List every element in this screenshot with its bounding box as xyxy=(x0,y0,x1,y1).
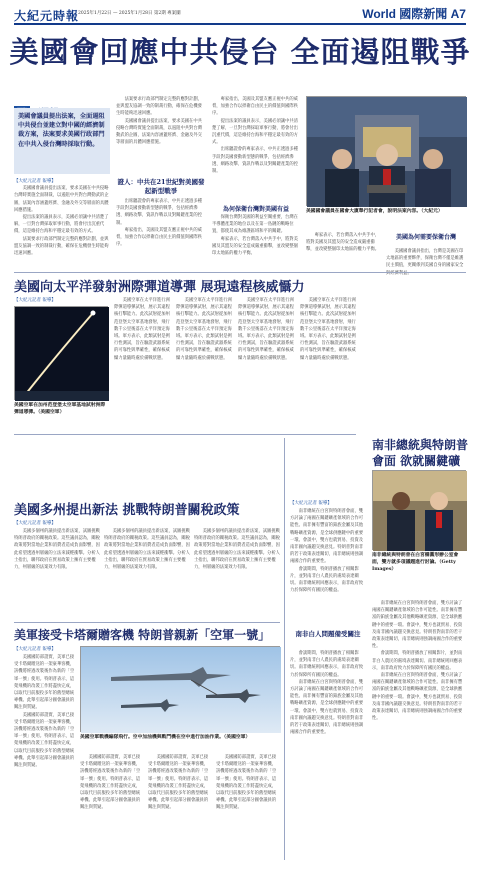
paragraph: 美國多個州的議員提出新法案，試圖挑戰特朗普政府的關稅政策。這些議員認為，關稅政策將對當地企業和消費者造成負面影響，因此希望透過州層級的立法來減輕衝擊。分析人士指出，聯邦政府在貿易政策上擁有主要權力，州層級的法案效力有限。 xyxy=(194,529,280,571)
byline: 【大紀元記者 報導】 xyxy=(14,521,56,526)
paragraph: 美國空軍在太平洋進行洲際彈道導彈試射，展示其遠程核打擊能力。此次試射從加州范登堡太空軍基地發射，飛行數千公里後落在太平洋預定海域。軍方表示，此類試射是例行性測試，旨在驗證武器系統的可靠性與準確性，確保核威懾力量隨時處於備戰狀態。 xyxy=(114,298,170,361)
paragraph: 美國空軍在太平洋進行洲際彈道導彈試射，展示其遠程核打擊能力。此次試射從加州范登堡太空軍基地發射，飛行數千公里後落在太平洋預定海域。軍方表示，此類試射是例行性測試，旨在驗證武器系統的可靠性與準確性，確保核威懾力量隨時處於備戰狀態。 xyxy=(300,298,356,361)
rocket-col1 xyxy=(114,297,170,431)
paragraph: 會談期間，特朗普播放了相關影片，並對南非白人農民的處境表達關切。南非總統則回應表示，南非政府致力於保障所有國民的權益。 xyxy=(372,651,463,671)
congress-photo xyxy=(306,96,466,206)
jet-col4 xyxy=(216,754,280,858)
divider xyxy=(14,434,356,435)
byline: 【大紀元記者 報導】 xyxy=(14,179,56,184)
aircraft-illustration xyxy=(81,647,281,733)
meeting-illustration xyxy=(373,471,467,551)
photo-caption: 南非總統與特朗普在白宮橢圓形辦公室會面，雙方就多項議題進行討論。（Getty Images） xyxy=(372,552,459,572)
paragraph: 南非總統在白宮與特朗普會面，雙方討論了兩國在關鍵礦產領域的合作可能性。南非擁有豐富的鉑族金屬及其他戰略礦產資源，是全球供應鏈中的重要一環。會談中，雙方也就貿易、投資及南非國內議題交換意見。特朗普對南非的若干政策表達關切，南非總統則強調兩國合作的重要性。 xyxy=(290,509,364,565)
paragraph: 美國國會議員提出法案，要求美國在中共侵略台灣時實施全面制裁，以遏阻中共對台灣動武的企圖，法案內容涵蓋經濟、金融及外交等層面的具體回應措施。 xyxy=(116,118,202,146)
paragraph: 出席聽證會的專家表示，中共正透過多種手段對美國發動新型態的戰爭，包括經濟滲透、網路攻擊、資訊作戰以及對關鍵產業的控制。 xyxy=(116,199,202,226)
paragraph: 保衛台灣對美國的利益至關重要，台灣在半導體產業的地位以及在第一島鏈的戰略位置，都使其成為維護區域和平的關鍵。 xyxy=(212,215,298,235)
paragraph: 專家指出，美國及其盟友應正視中共的威脅，加強合作以捍衛自由民主的價值與國際秩序。 xyxy=(116,227,202,248)
launch-illustration xyxy=(15,307,109,401)
side-subhead: 美國為何需要保衛台灣 xyxy=(395,234,456,241)
top-story-col1 xyxy=(14,178,110,268)
top-story-col2 xyxy=(116,96,206,174)
subhead: 為何保衛台灣對美國有益 xyxy=(222,206,289,213)
jet-col1 xyxy=(14,654,76,858)
top-story-col2b xyxy=(116,198,206,268)
lead-summary: 美國會議員提出法案，全面遏阻中共侵台並建立對中國的經濟制裁方案，法案要求美國行政部門在中共入侵台灣時採取行動。 xyxy=(14,108,110,174)
tariff-col3 xyxy=(194,528,280,618)
paragraph: 南非總統在白宮與特朗普會面，雙方討論了兩國在關鍵礦產領域的合作可能性。南非擁有豐富的鉑族金屬及其他戰略礦產資源，是全球供應鏈中的重要一環。會談中，雙方也就貿易、投資及南非國內議題交換意見。特朗普對南非的若干政策表達關切，南非總統則強調兩國合作的重要性。 xyxy=(372,673,463,722)
paragraph: 專家指出，美國及其盟友應正視中共的威脅，加強合作以捍衛自由民主的價值與國際秩序。 xyxy=(212,97,298,117)
paragraph: 會談期間，特朗普播放了相關影片，並對南非白人農民的處境表達關切。南非總統則回應表示，南非政府致力於保障所有國民的權益。 xyxy=(290,651,364,678)
paragraph: 美國多個州的議員提出新法案，試圖挑戰特朗普政府的關稅政策。這些議員認為，關稅政策將對當地企業和消費者造成負面影響，因此希望透過州層級的立法來減輕衝擊。分析人士指出，聯邦政府在貿易政策上擁有主要權力，州層級的法案效力有限。 xyxy=(14,529,100,571)
aircraft-photo xyxy=(80,646,280,732)
paragraph: 美國國防部證實，美軍已接受卡塔爾贈送的一架豪華客機，該機將經過改裝後作為新的「空軍一號」使用。特朗普表示，這架飛機的改裝工作將盡快完成，以取代目前服役多年的舊型總統專機。此舉引起部分國會議員的關注與質疑。 xyxy=(14,655,75,711)
issue-date: 2025年1月22日 — 2025年1月28日 第2期 專案團 xyxy=(78,11,181,16)
paragraph: 美國國防部證實，美軍已接受卡塔爾贈送的一架豪華客機，該機將經過改裝後作為新的「空軍一號」使用。特朗普表示，這架飛機的改裝工作將盡快完成，以取代目前服役多年的舊型總統專機。此舉引起部分國會議員的關注與質疑。 xyxy=(14,712,75,769)
paragraph: 提出法案的議員表示，美國必須讓中共清楚了解，一旦對台灣採取軍事行動，將會付出沉重代價，這是維持台海和平穩定最有效的方式。 xyxy=(212,118,298,146)
top-story-col4 xyxy=(306,232,382,268)
column-divider xyxy=(284,438,285,860)
missile-launch-photo xyxy=(14,306,108,400)
divider xyxy=(14,622,280,623)
tariff-col2 xyxy=(104,528,190,618)
jet-col2 xyxy=(80,754,144,858)
jet-col3 xyxy=(148,754,212,858)
paragraph: 美國多個州的議員提出新法案，試圖挑戰特朗普政府的關稅政策。這些議員認為，關稅政策將對當地企業和消費者造成負面影響，因此希望透過州層級的立法來減輕衝擊。分析人士指出，聯邦政府在貿易政策上擁有主要權力，州層級的法案效力有限。 xyxy=(104,529,190,571)
paragraph: 美國空軍在太平洋進行洲際彈道導彈試射，展示其遠程核打擊能力。此次試射從加州范登堡太空軍基地發射，飛行數千公里後落在太平洋預定海域。軍方表示，此類試射是例行性測試，旨在驗證武器系統的可靠性與準確性，確保核威懾力量隨時處於備戰狀態。 xyxy=(176,298,232,361)
tariff-headline: 美國多州提出新法 挑戰特朗普關稅政策 xyxy=(14,503,240,518)
top-story-col3 xyxy=(212,96,300,204)
jet-headline: 美軍接受卡塔爾贈客機 特朗普親新「空軍一號」 xyxy=(14,628,271,642)
paragraph: 美國國防部證實，美軍已接受卡塔爾贈送的一架豪華客機，該機將經過改裝後作為新的「空軍一號」使用。特朗普表示，這架飛機的改裝工作將盡快完成，以取代目前服役多年的舊型總統專機。此舉引起部分國會議員的關注與質疑。 xyxy=(216,755,277,811)
rocket-col4 xyxy=(300,297,356,431)
rocket-col2 xyxy=(176,297,232,431)
paragraph: 會談期間，特朗普播放了相關影片，並對南非白人農民的處境表達關切。南非總統則回應表示，南非政府致力於保障所有國民的權益。 xyxy=(290,566,364,594)
paragraph: 專家表示，若台灣落入中共手中，將對美國及其盟友的安全造成嚴重衝擊，並改變整個印太地區的權力平衡。 xyxy=(212,236,298,257)
top-headline: 美國會回應中共侵台 全面遏阻戰爭 xyxy=(9,35,471,69)
subhead: 南非白人問題備受關注 xyxy=(295,630,361,638)
divider xyxy=(14,272,466,273)
sa-headline: 南非總統與特朗普會面 欲就關鍵礦 xyxy=(372,438,469,468)
byline: 【大紀元記者 報導】 xyxy=(290,501,332,506)
byline: 【大紀元記者 報導】 xyxy=(14,647,56,652)
paragraph: 美國國防部證實，美軍已接受卡塔爾贈送的一架豪華客機，該機將經過改裝後作為新的「空軍一號」使用。特朗普表示，這架飛機的改裝工作將盡快完成，以取代目前服役多年的舊型總統專機。此舉引起部分國會議員的關注與質疑。 xyxy=(148,755,209,811)
section-title: World 國際新聞 A7 xyxy=(362,7,466,21)
paragraph: 專家表示，若台灣落入中共手中，將對美國及其盟友的安全造成嚴重衝擊，並改變整個印太地區的權力平衡。 xyxy=(306,233,380,253)
paragraph: 南非總統在白宮與特朗普會面，雙方討論了兩國在關鍵礦產領域的合作可能性。南非擁有豐富的鉑族金屬及其他戰略礦產資源，是全球供應鏈中的重要一環。會談中，雙方也就貿易、投資及南非國內議題交換意見。特朗普對南非的若干政策表達關切，南非總統則強調兩國合作的重要性。 xyxy=(372,601,463,650)
paragraph: 出席聽證會的專家表示，中共正透過多種手段對美國發動新型態的戰爭，包括經濟滲透、網路攻擊、資訊作戰以及對關鍵產業的控制。 xyxy=(212,147,298,175)
sa-col-right xyxy=(372,600,466,858)
rocket-col3 xyxy=(238,297,294,431)
rocket-headline: 美國向太平洋發射洲際彈道導彈 展現遠程核威懾力 xyxy=(14,280,305,295)
tariff-col1 xyxy=(14,528,100,618)
paragraph: 南非總統在白宮與特朗普會面，雙方討論了兩國在關鍵礦產領域的合作可能性。南非擁有豐富的鉑族金屬及其他戰略礦產資源，是全球供應鏈中的重要一環。會談中，雙方也就貿易、投資及南非國內議題交換意見。特朗普對南非的若干政策表達關切，南非總統則強調兩國合作的重要性。 xyxy=(290,679,364,736)
sa-col2 xyxy=(290,650,366,858)
paragraph: 提出法案的議員表示，美國必須讓中共清楚了解，一旦對台灣採取軍事行動，將會付出沉重代價，這是維持台海和平穩定最有效的方式。 xyxy=(14,215,109,235)
newspaper-logo: 大紀元時報 xyxy=(14,9,80,23)
photo-illustration xyxy=(307,97,467,207)
meeting-photo xyxy=(372,470,466,550)
paragraph: 美國國會議員提出法案，要求美國在中共侵略台灣時實施全面制裁，以遏阻中共對台灣動武的企圖，法案內容涵蓋經濟、金融及外交等層面的具體回應措施。 xyxy=(14,186,109,213)
masthead-rule xyxy=(14,23,466,25)
paragraph: 法案要求行政部門制定完整的應對計劃，並與盟友協調一致的制裁行動，確保在危機發生時能夠迅速回應。 xyxy=(14,236,109,257)
sa-col1 xyxy=(290,508,366,626)
paragraph: 美國國防部證實，美軍已接受卡塔爾贈送的一架豪華客機，該機將經過改裝後作為新的「空軍一號」使用。特朗普表示，這架飛機的改裝工作將盡快完成，以取代目前服役多年的舊型總統專機。此舉引起部分國會議員的關注與質疑。 xyxy=(80,755,141,811)
photo-caption: 美國空軍戰機編隊飛行。空中加油機與戰鬥機在空中進行加油作業。（美國空軍） xyxy=(80,734,251,740)
photo-caption: 美國國會議員在國會大廈舉行記者會，說明法案內容。（大紀元） xyxy=(306,208,443,214)
subhead: 證人：中共在21世紀對美國發起新型戰爭 xyxy=(117,178,205,195)
paragraph: 法案要求行政部門制定完整的應對計劃，並與盟友協調一致的制裁行動，確保在危機發生時能夠迅速回應。 xyxy=(116,97,202,117)
photo-caption: 美國空軍在加州范登堡太空軍基地試射洲際彈道導彈。（美國空軍） xyxy=(14,402,106,415)
paragraph: 美國空軍在太平洋進行洲際彈道導彈試射，展示其遠程核打擊能力。此次試射從加州范登堡太空軍基地發射，飛行數千公里後落在太平洋預定海域。軍方表示，此類試射是例行性測試，旨在驗證武器系統的可靠性與準確性，確保核威懾力量隨時處於備戰狀態。 xyxy=(238,298,294,361)
byline: 【大紀元記者 報導】 xyxy=(14,298,56,303)
top-story-col3b xyxy=(212,214,300,268)
paragraph: 美國國會議員指出，台灣是美國在印太地區的重要夥伴，保衛台灣不僅是維護民主價值，更關係到美國自身的國家安全與經濟利益。 xyxy=(386,249,464,276)
top-story-col5 xyxy=(386,248,466,276)
